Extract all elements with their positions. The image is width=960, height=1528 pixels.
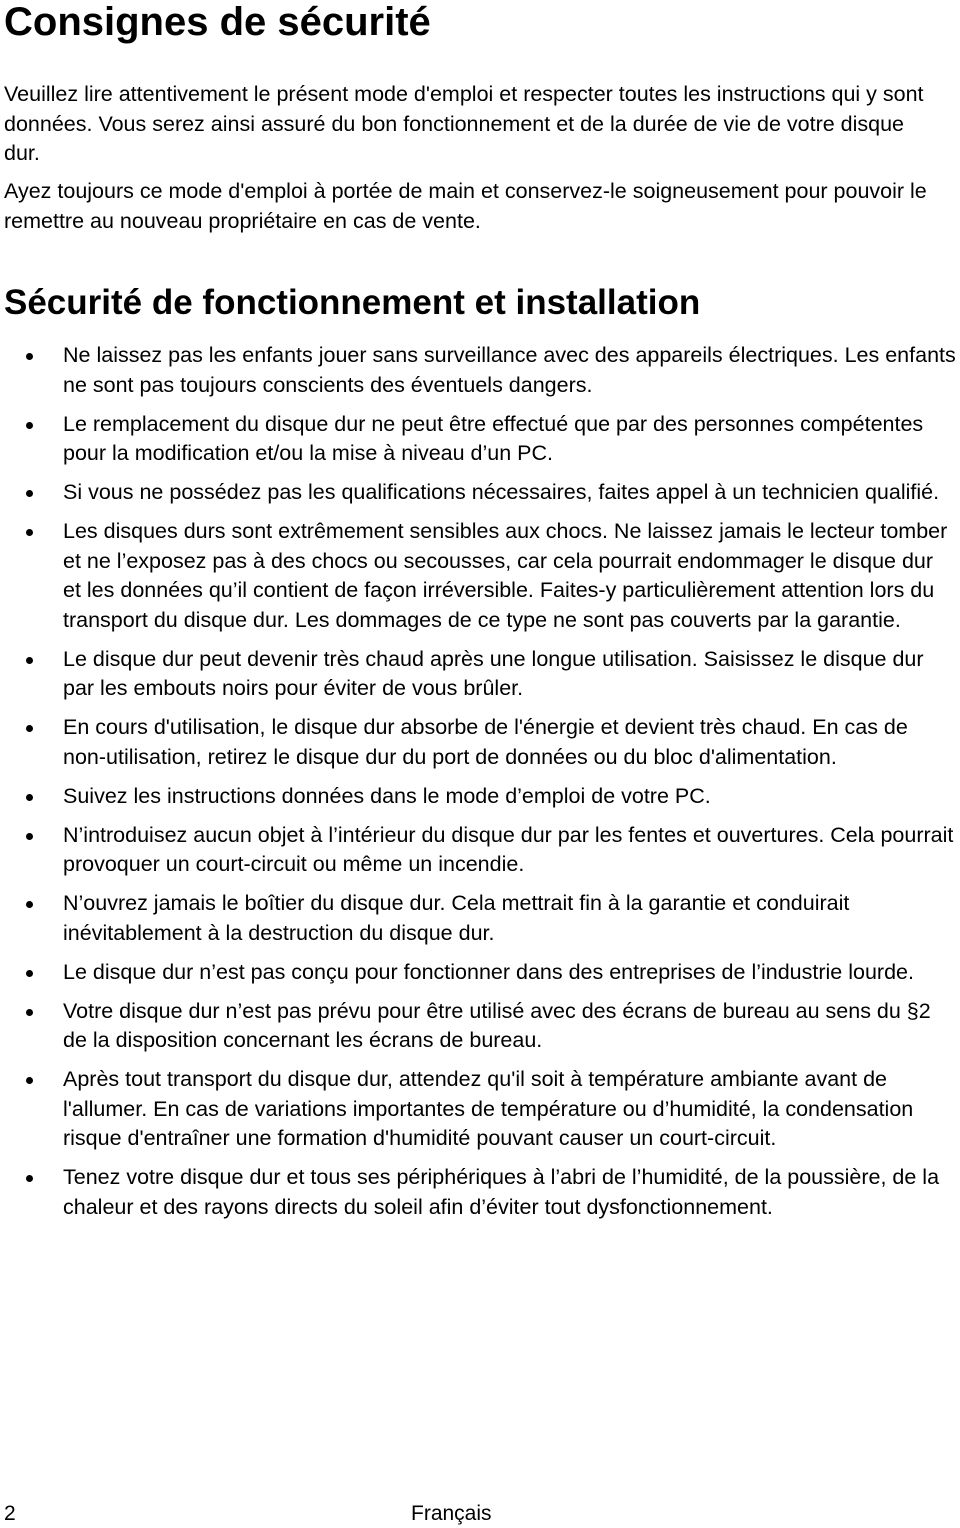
list-item-text: Si vous ne possédez pas les qualifications nécessaires, faites appel à un technicien qualifié. [63,480,940,504]
bullet-icon [26,901,33,908]
list-item [0,713,956,772]
bullet-icon [26,1077,33,1084]
list-item-text: En cours d'utilisation, le disque dur absorbe de l'énergie et devient très chaud. En cas de non-utilisation, retirez le disque dur du port de données ou du bloc d'alimentation. [63,715,908,769]
list-item [0,782,956,812]
list-item [0,997,956,1056]
bullet-icon [26,657,33,664]
list-item [0,478,956,508]
page-number: 2 [4,1502,16,1525]
bullet-icon [26,725,33,732]
list-item [0,821,956,880]
page-title: Consignes de sécurité [4,0,431,44]
bullet-icon [26,1009,33,1016]
list-item [0,645,956,704]
bullet-icon [26,422,33,429]
section-heading: Sécurité de fonctionnement et installation [4,283,701,322]
list-item [0,517,956,635]
list-item [0,1065,956,1154]
list-item-text: Ne laissez pas les enfants jouer sans surveillance avec des appareils électriques. Les enfants ne sont pas toujours conscients des éventuels dangers. [63,343,956,397]
list-item-text: N’ouvrez jamais le boîtier du disque dur. Cela mettrait fin à la garantie et conduirait inévitablement à la destruction du disque dur. [63,891,850,945]
bullet-icon [26,353,33,360]
intro-paragraph-1: Veuillez lire attentivement le présent mode d'emploi et respecter toutes les instructions qui y sont données. Vous serez ainsi assuré du bon fonctionnement et de la durée de vie de votre disque dur. [4,82,924,165]
list-item [0,1163,956,1222]
list-item-text: Suivez les instructions données dans le mode d’emploi de votre PC. [63,783,711,808]
bullet-icon [26,490,33,497]
list-item [0,410,956,469]
intro-paragraph-2: Ayez toujours ce mode d'emploi à portée de main et conservez-le soigneusement pour pouvoir le remettre au nouveau propriétaire en cas de vente. [4,179,927,233]
safety-list [0,341,960,1232]
bullet-icon [26,794,33,801]
bullet-icon [26,970,33,977]
list-item-text: Le remplacement du disque dur ne peut être effectué que par des personnes compétentes pour la modification et/ou la mise à niveau d’un PC. [63,411,924,465]
bullet-icon [26,529,33,536]
list-item [0,889,956,948]
list-item-text: Tenez votre disque dur et tous ses périphériques à l’abri de l’humidité, de la poussière, de la chaleur et des rayons directs du soleil afin d’éviter tout dysfonctionnement. [63,1165,940,1219]
list-item-text: N’introduisez aucun objet à l’intérieur du disque dur par les fentes et ouvertures. Cela pourrait provoquer un court-circuit ou même un incendie. [63,822,954,876]
footer-language: Français [411,1502,492,1525]
list-item-text: Les disques durs sont extrêmement sensibles aux chocs. Ne laissez jamais le lecteur tomber et ne l’exposez pas à des chocs ou secousses, car cela pourrait endommager le disque dur et les données qu’il contient de façon irréversible. Faites-y particulièrement attention lors du transport du disque dur. Les dommages de ce type ne sont pas couverts par la garantie. [63,519,948,632]
list-item [0,341,956,400]
list-item-text: Le disque dur peut devenir très chaud après une longue utilisation. Saisissez le disque dur par les embouts noirs pour éviter de vous brûler. [63,646,924,700]
list-item-text: Après tout transport du disque dur, attendez qu'il soit à température ambiante avant de l'allumer. En cas de variations importantes de température ou d’humidité, la condensation risque d'entraîner une formation d'humidité pouvant causer un court-circuit. [63,1067,914,1150]
bullet-icon [26,833,33,840]
list-item [0,958,956,988]
list-item-text: Le disque dur n’est pas conçu pour fonctionner dans des entreprises de l’industrie lourde. [63,959,914,984]
bullet-icon [26,1175,33,1182]
list-item-text: Votre disque dur n’est pas prévu pour être utilisé avec des écrans de bureau au sens du §2 de la disposition concernant les écrans de bureau. [63,998,931,1052]
